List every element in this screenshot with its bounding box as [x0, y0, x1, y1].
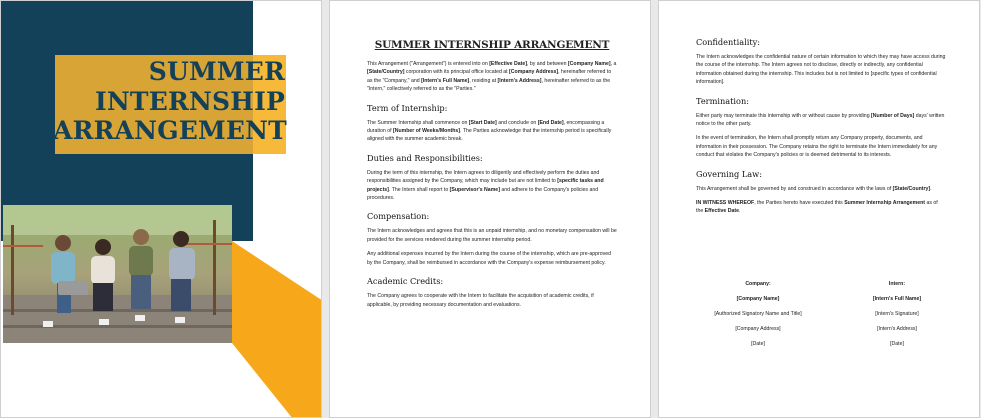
cover-page — [0, 0, 322, 418]
confidentiality-paragraph: The Intern acknowledges the confidential nature of certain information to which they may have access during the course of the internship. The Intern agrees not to disclose, directly or indirectly, any confidential information obtained during the internship. This includes but is not limited to [specific types of confidential information]. — [696, 54, 946, 86]
company-name-placeholder: [Company Name] — [736, 296, 780, 302]
witness-paragraph: IN WITNESS WHEREOF, the Parties hereto have executed this Summer Internship Arrangement as of the Effective Date. — [696, 200, 938, 215]
document-page-2 — [329, 0, 651, 418]
section-heading-governing-law: Governing Law: — [696, 168, 762, 179]
section-heading-term: Term of Internship: — [367, 102, 448, 113]
intern-date-placeholder: [Date] — [890, 341, 904, 347]
duties-paragraph: During the term of this internship, the Intern agrees to diligently and effectively perform the duties and responsibilities assigned by the Company, which may include but are not limited to [specific tasks and projects]. The Intern shall report to [Supervisor's Name] and adhere to the Company's policies and procedures. — [367, 169, 604, 202]
page-3-content — [696, 31, 946, 222]
intern-label: Intern: — [888, 281, 906, 287]
company-label: Company: — [745, 281, 771, 287]
cover-title-line-3: ARRANGEMENT — [53, 116, 287, 145]
students-photo — [3, 205, 232, 343]
students-photo-image — [3, 205, 232, 343]
intern-signature-block — [845, 280, 949, 355]
intern-name-placeholder: [Intern's Full Name] — [872, 296, 922, 302]
compensation-paragraph-2: Any additional expenses incurred by the Intern during the course of the internship, which are pre-approved by the Company, shall be reimbursed in accordance with the Company's expense reimbursement policy. — [367, 251, 611, 266]
company-signature-block — [699, 280, 817, 355]
academic-credits-paragraph: The Company agrees to cooperate with the Intern to facilitate the acquisition of academic credits, if applicable, by providing necessary documentation and evaluations. — [367, 293, 594, 308]
section-heading-termination: Termination: — [696, 95, 749, 106]
compensation-paragraph-1: The Intern acknowledges and agrees that this is an unpaid internship, and no monetary compensation will be provided for the services rendered during the summer internship period. — [367, 228, 617, 243]
company-signatory-placeholder: [Authorized Signatory Name and Title] — [714, 311, 802, 317]
section-heading-compensation: Compensation: — [367, 211, 430, 222]
company-date-placeholder: [Date] — [751, 341, 765, 347]
termination-paragraph-2: In the event of termination, the Intern shall promptly return any Company property, documents, and information in their possession. The Company retains the right to terminate the Intern immediately for any conduct that violates the Company's policies or is deemed detrimental to its interests. — [696, 135, 938, 159]
cover-title-line-1: SUMMER — [148, 57, 285, 86]
intern-address-placeholder: [Intern's Address] — [877, 326, 917, 332]
intro-paragraph: This Arrangement ("Arrangement") is entered into on [Effective Date], by and between [Company Name], a [State/Country] corporation with its principal office located at [Company Address], hereinafter referred to as the "Company," and [Intern's Full Name], residing at [Intern's Address], hereinafter referred to as the "Intern," collectively referred to as the "Parties." — [367, 61, 617, 93]
section-heading-duties: Duties and Responsibilities: — [367, 152, 483, 163]
company-address-placeholder: [Company Address] — [735, 326, 781, 332]
section-heading-academic-credits: Academic Credits: — [367, 276, 444, 287]
document-page-3 — [658, 0, 980, 418]
term-paragraph: The Summer Internship shall commence on [Start Date] and conclude on [End Date], encompassing a duration of [Number of Weeks/Months]. The Parties acknowledge that the internship period is specifically aligned with the summer academic break. — [367, 119, 612, 143]
intern-signature-placeholder: [Intern's Signature] — [875, 311, 919, 317]
termination-paragraph-1: Either party may terminate this internship with or without cause by providing [Number of Days] days' written notice to the other party. — [696, 112, 945, 128]
section-heading-confidentiality: Confidentiality: — [696, 37, 760, 47]
cover-title — [53, 57, 285, 146]
document-title: SUMMER INTERNSHIP ARRANGEMENT — [374, 39, 610, 51]
page-2-content — [367, 39, 617, 315]
governing-law-paragraph: This Arrangement shall be governed by and construed in accordance with the laws of [State/Country]. — [696, 185, 932, 192]
cover-title-line-2: INTERNSHIP — [94, 86, 285, 116]
